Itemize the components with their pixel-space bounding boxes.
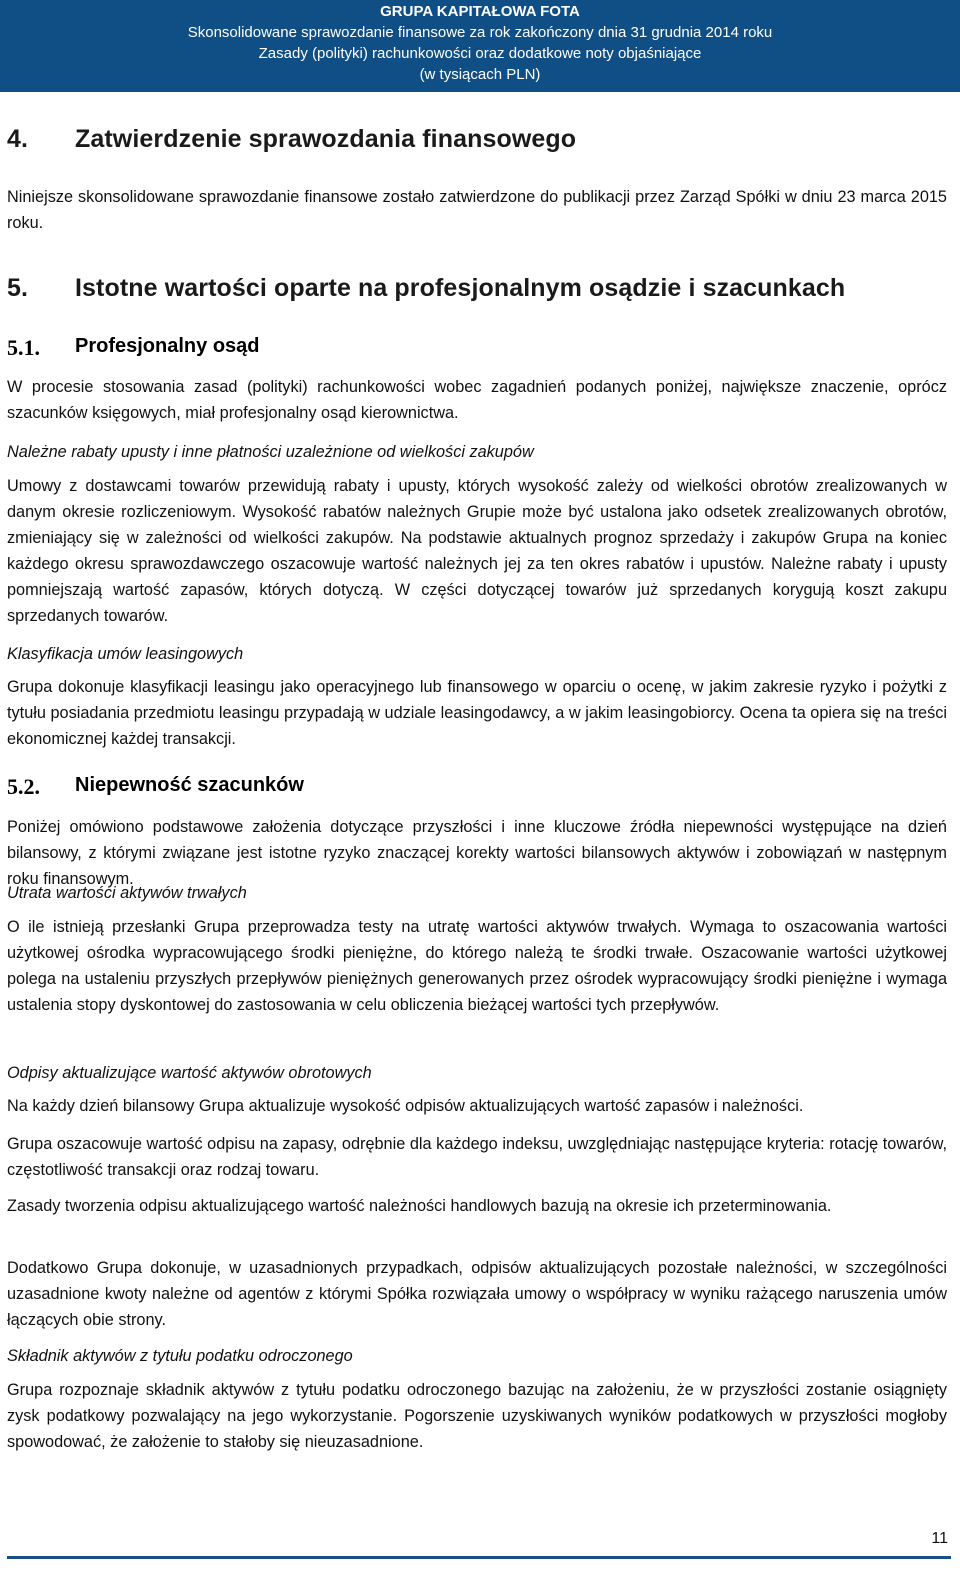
- section-5-2-paragraph-4: Grupa oszacowuje wartość odpisu na zapasy, odrębnie dla każdego indeksu, uwzględniając następujące kryteria: rotację towarów, częstotliwość transakcji oraz rodzaj towaru.: [7, 1135, 947, 1179]
- header-report-title: Skonsolidowane sprawozdanie finansowe za rok zakończony dnia 31 grudnia 2014 roku: [187, 24, 773, 41]
- section-5-2-heading: [7, 774, 304, 800]
- section-5-number: 5.: [7, 274, 29, 302]
- section-5-2-subheading-podatek: Składnik aktywów z tytułu podatku odroczonego: [7, 1347, 353, 1365]
- section-5-2-paragraph-3: Na każdy dzień bilansowy Grupa aktualizuje wysokość odpisów aktualizujących wartość zapasów i należności.: [7, 1097, 804, 1115]
- section-5-2-subheading-obrotowe: Odpisy aktualizujące wartość aktywów obrotowych: [7, 1064, 372, 1082]
- section-4-heading: [7, 125, 576, 154]
- section-5-1-subheading-rabaty: Należne rabaty upusty i inne płatności uzależnione od wielkości zakupów: [7, 443, 534, 461]
- section-5-2-paragraph-7: Grupa rozpoznaje składnik aktywów z tytułu podatku odroczonego bazując na założeniu, że w przyszłości zostanie osiągnięty zysk podatkowy pozwalający na jego wykorzystanie. Pogorszenie uzyskiwanych wyników podatkowych w przyszłości mogłoby spowodować, że założenie to stałoby się nieuzasadnione.: [7, 1381, 947, 1451]
- section-5-1-paragraph-2: Umowy z dostawcami towarów przewidują rabaty i upusty, których wysokość zależy od wielkości obrotów zrealizowanych w danym okresie rozliczeniowym. Wysokość rabatów należnych Grupie może być ustalona jako odsetek zrealizowanych obrotów, zmieniający się w zależności od wielkości zakupów. Na podstawie aktualnych prognoz sprzedaży i zakupów Grupa na koniec każdego okresu sprawozdawczego oszacowuje wartość należnych jej za ten okres rabatów i upustów. Należne rabaty i upusty pomniejszają wartość zapasów, których dotyczą. W części dotyczącej towarów już sprzedanych korygują koszt zakupu sprzedanych towarów.: [7, 477, 947, 625]
- section-5-2-paragraph-2: O ile istnieją przesłanki Grupa przeprowadza testy na utratę wartości aktywów trwałych. Wymaga to oszacowania wartości użytkowej ośrodka wypracowującego środki pieniężne, do którego należą te środki trwałe. Oszacowanie wartości użytkowej polega na ustaleniu przyszłych przepływów pieniężnych generowanych przez ośrodek wypracowujący środki pieniężne i wymaga ustalenia stopy dyskontowej do zastosowania w celu obliczenia bieżącej wartości tych przepływów.: [7, 918, 947, 1014]
- section-4-number: 4.: [7, 125, 29, 153]
- header-company: GRUPA KAPITAŁOWA FOTA: [380, 3, 580, 20]
- section-5-1-paragraph-1: W procesie stosowania zasad (polityki) rachunkowości wobec zagadnień podanych poniżej, największe znaczenie, oprócz szacunków księgowych, miał profesjonalny osąd kierownictwa.: [7, 378, 947, 422]
- section-4-title: Zatwierdzenie sprawozdania finansowego: [75, 125, 577, 153]
- section-5-1-subheading-leasing: Klasyfikacja umów leasingowych: [7, 645, 244, 663]
- section-4-paragraph: Niniejsze skonsolidowane sprawozdanie finansowe zostało zatwierdzone do publikacji przez Zarząd Spółki w dniu 23 marca 2015 roku.: [7, 188, 947, 232]
- section-5-heading: [7, 274, 845, 303]
- header-section: Zasady (polityki) rachunkowości oraz dodatkowe noty objaśniające: [258, 45, 702, 62]
- page-number: 11: [931, 1530, 948, 1547]
- section-5-1-title: Profesjonalny osąd: [75, 335, 260, 357]
- section-5-2-paragraph-1: Poniżej omówiono podstawowe założenia dotyczące przyszłości i inne kluczowe źródła niepewności występujące na dzień bilansowy, z którymi związane jest istotne ryzyko znaczącej korekty wartości bilansowych aktywów i zobowiązań w następnym roku finansowym.: [7, 818, 947, 888]
- section-5-1-number: 5.1.: [7, 335, 40, 360]
- section-5-title: Istotne wartości oparte na profesjonalnym osądzie i szacunkach: [75, 274, 846, 302]
- section-5-2-subheading-trwale: Utrata wartości aktywów trwałych: [7, 884, 247, 902]
- section-5-2-title: Niepewność szacunków: [75, 774, 304, 796]
- footer-rule: [7, 1556, 951, 1559]
- section-5-2-paragraph-5: Zasady tworzenia odpisu aktualizującego wartość należności handlowych bazują na okresie ich przeterminowania.: [7, 1197, 832, 1215]
- header-units: (w tysiącach PLN): [419, 66, 541, 83]
- section-5-1-paragraph-3: Grupa dokonuje klasyfikacji leasingu jako operacyjnego lub finansowego w oparciu o ocenę, w jakim zakresie ryzyko i pożytki z tytułu posiadania przedmiotu leasingu przypadają w udziale leasingodawcy, a w jakim leasingobiorcy. Ocena ta opiera się na treści ekonomicznej każdej transakcji.: [7, 678, 947, 748]
- section-5-2-number: 5.2.: [7, 774, 40, 799]
- page-header: [0, 0, 960, 92]
- section-5-2-paragraph-6: Dodatkowo Grupa dokonuje, w uzasadnionych przypadkach, odpisów aktualizujących pozostałe należności, w szczególności uzasadnione kwoty należne od agentów z którymi Spółka rozwiązała umowy o współpracy w wyniku rażącego naruszenia umów łączących obie strony.: [7, 1259, 947, 1329]
- section-5-1-heading: [7, 335, 260, 361]
